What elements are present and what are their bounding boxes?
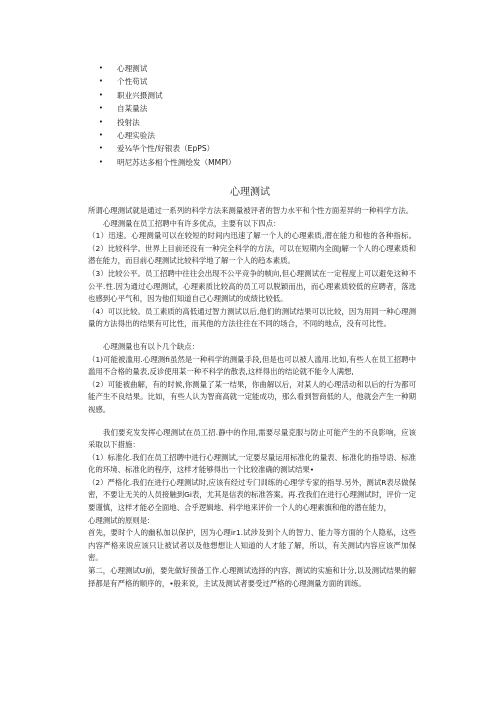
toc-item-label: 明尼苏达多相个性测绘发（MMPI） (117, 157, 236, 167)
bullet-icon: • (98, 77, 104, 86)
paragraph: 首先，要时个人的幽私加以保护，因为心理ir1.试涉及到个人的智力、能力等方面的个人隐私，这些内容严格来说应该只让被试者以及他想想让人知道的人才能了解，所以，有关测试内容应该严加保密。 (88, 528, 416, 563)
paragraph: 所谓心理测试就是通过一系列的科学方法来测量被评者的智力水平和个性方面差异的一种科学方法。 (88, 206, 414, 215)
paragraph: 心理测试的原则是: (88, 515, 150, 525)
toc-item-label: 投射法 (117, 117, 140, 127)
bullet-icon: • (98, 104, 104, 113)
paragraph: 我们要充发发挥心理测试在员工招.静中的作用,需要尽量克服与防止可能产生的不良影响，应该采取以下措施： (88, 427, 416, 450)
paragraph: （4）可以比较。员工素质的高低通过智力测试以后,他们的测试结果可以比较，因为用同一种心理测量的方法得出的结果有可比性，而其他的方法往往在不同的场合，不同的地点，没有可比性。 (88, 306, 416, 329)
toc-item-label: 心理实验法 (117, 130, 155, 140)
bullet-icon: • (98, 144, 104, 153)
toc-item[interactable] (0, 116, 500, 129)
spacer (88, 417, 416, 427)
article-title: 心理测试 (230, 187, 270, 198)
toc-item[interactable] (0, 102, 500, 115)
toc-item-label: 职业兴摄测试 (117, 90, 163, 100)
bullet-icon: • (98, 117, 104, 126)
paragraph: （1）迅速。心理测量可以在较短的时间内迅速了解一个人的心理素质,潜在能力和他的各种指标。（2）比较科学。世界上目前还没有一种完全科学的方法，可以在短期内全面J解一个人的心理素质和潜在能力，而目前心理测试比较科学地了解一个人的趋本素质。 (88, 231, 416, 266)
paragraph: （2）严格化.我们在进行心理测试时,应该有经过专门训练的心理学专家的指导.另外，测试R表尽做保密，不要让无关的人员接触到Gi表，尤其是信表的标准答案。再.孜我们在进行心理测试时，评价一定要谨慎，这样才能必全面地、合乎逻辑地、科学地来评价一个人的心理素旗和他的潜在能力， (88, 477, 416, 513)
toc-item[interactable] (0, 62, 500, 75)
toc-item-label: 个性苟试 (117, 77, 148, 87)
paragraph: （1）标准化.我们在员工招聘中进行心理测试,一定要尽量运用标准化的量表、标准化的指导语、标准化的环境、标准化的程序，这样才能够得出一个比较准确的测试结果• (88, 452, 416, 475)
spacer (88, 331, 416, 341)
paragraph: （3）比较公平。员工招聘中往往会出现不公平竞争的帧向,但心理测试在一定程度上可以避免这种不公平.性.因为通过心理测试，心理素质比较高的员工可以脱颖而出，而心理素质较低的应聘者，落选也感到心平气和，因为他们知道自己心理测试的成绩比较低。 (88, 268, 416, 304)
toc-item-label: 爱¼华个性/好银表（EpPS） (117, 144, 215, 154)
paragraph: 心理测量在员工招聘中有许多优点，主要有以下四点： (103, 218, 281, 228)
paragraph: 心理测量也有以卜几个缺点： (103, 341, 200, 351)
toc-item[interactable] (0, 129, 500, 142)
bullet-icon: • (98, 130, 104, 139)
toc-item[interactable] (0, 142, 500, 155)
toc-item[interactable] (0, 75, 500, 88)
toc-item-label: 自某量法 (117, 104, 148, 114)
toc-item[interactable] (0, 156, 500, 169)
paragraph: （1)可能被滥用.心理测fi虽然是一种科学的测量手段,但是也可以被人滥用.比如,有些人在员工招聘中滥用不合格的量表,反诊使用某一种不科学的散表,这样得出的结论就不能令人满想, (88, 354, 416, 377)
bullet-icon: • (98, 64, 104, 72)
toc-list (0, 62, 500, 169)
bullet-icon: • (98, 90, 104, 99)
toc-item-label: 心理测试 (117, 64, 148, 73)
bullet-icon: • (98, 157, 104, 166)
paragraph: 第二，心理测试U前，要先做好预备工作.心理测试选择的内容、测试的实施和计分,以及测试结果的解择都是有严格的顺序的，•般来说，主试及测试者要受过严格的心理测量方面的训练。 (88, 566, 416, 588)
toc-item[interactable] (0, 89, 500, 102)
article-body (88, 205, 416, 590)
paragraph: （2）可能被曲解，有的时候,你测量了某一结果，你曲解以后，对某人的心理活动和以后的行为都可能产生不良结果。比如，有些人认为智商高就一定能成功，那么看到智商低的人，他就会产生一种期视感。 (88, 379, 416, 414)
